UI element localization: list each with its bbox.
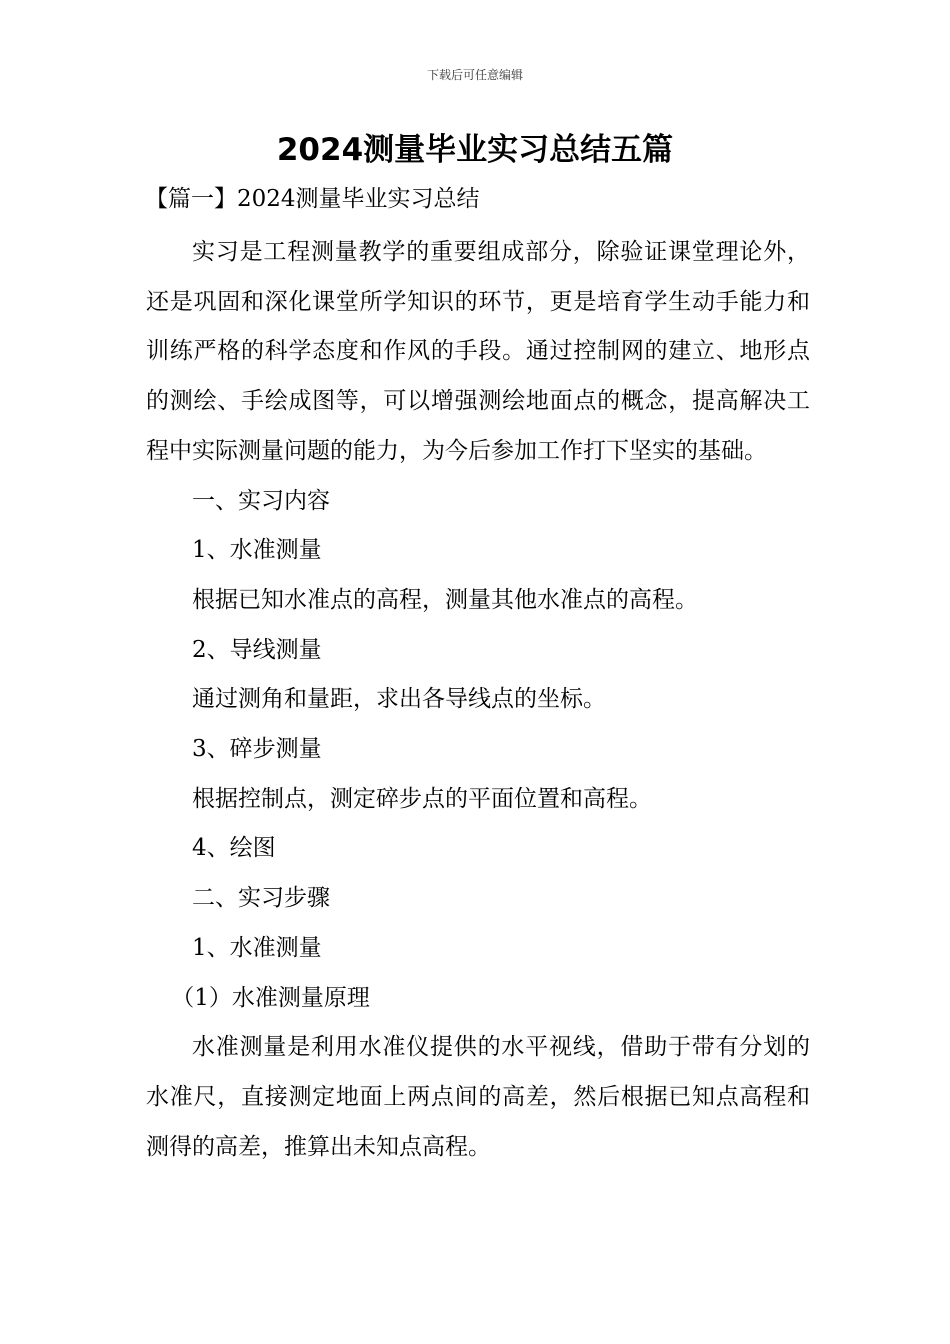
list-item-leveling-desc: 根据已知水准点的高程，测量其他水准点的高程。 [192,586,698,613]
section-heading: 【篇一】2024测量毕业实习总结 [145,186,480,212]
list-item-traverse-desc: 通过测角和量距，求出各导线点的坐标。 [192,686,606,713]
document-body [146,228,810,1172]
header-note: 下载后可任意编辑 [426,68,523,82]
step-leveling: 1、水准测量 [192,934,322,961]
list-item-leveling: 1、水准测量 [192,537,322,564]
list-item-traverse: 2、导线测量 [192,636,322,663]
step-leveling-principle: （1）水准测量原理 [171,984,370,1011]
heading-practice-content: 一、实习内容 [192,487,330,514]
heading-practice-steps: 二、实习步骤 [192,885,330,912]
document-title: 2024测量毕业实习总结五篇 [276,132,674,168]
list-item-drawing: 4、绘图 [192,835,276,862]
leveling-principle-paragraph: 水准测量是利用水准仪提供的水平视线，借助于带有分划的水准尺，直接测定地面上两点间的高差，然后根据已知点高程和测得的高差，推算出未知点高程。 [146,1034,810,1160]
list-item-detail-survey: 3、碎步测量 [192,736,322,763]
intro-paragraph: 实习是工程测量教学的重要组成部分，除验证课堂理论外，还是巩固和深化课堂所学知识的环节，更是培育学生动手能力和训练严格的科学态度和作风的手段。通过控制网的建立、地形点的测绘、手绘成图等，可以增强测绘地面点的概念，提高解决工程中实际测量问题的能力，为今后参加工作打下坚实的基础。 [146,239,810,464]
list-item-detail-survey-desc: 根据控制点，测定碎步点的平面位置和高程。 [192,785,652,812]
